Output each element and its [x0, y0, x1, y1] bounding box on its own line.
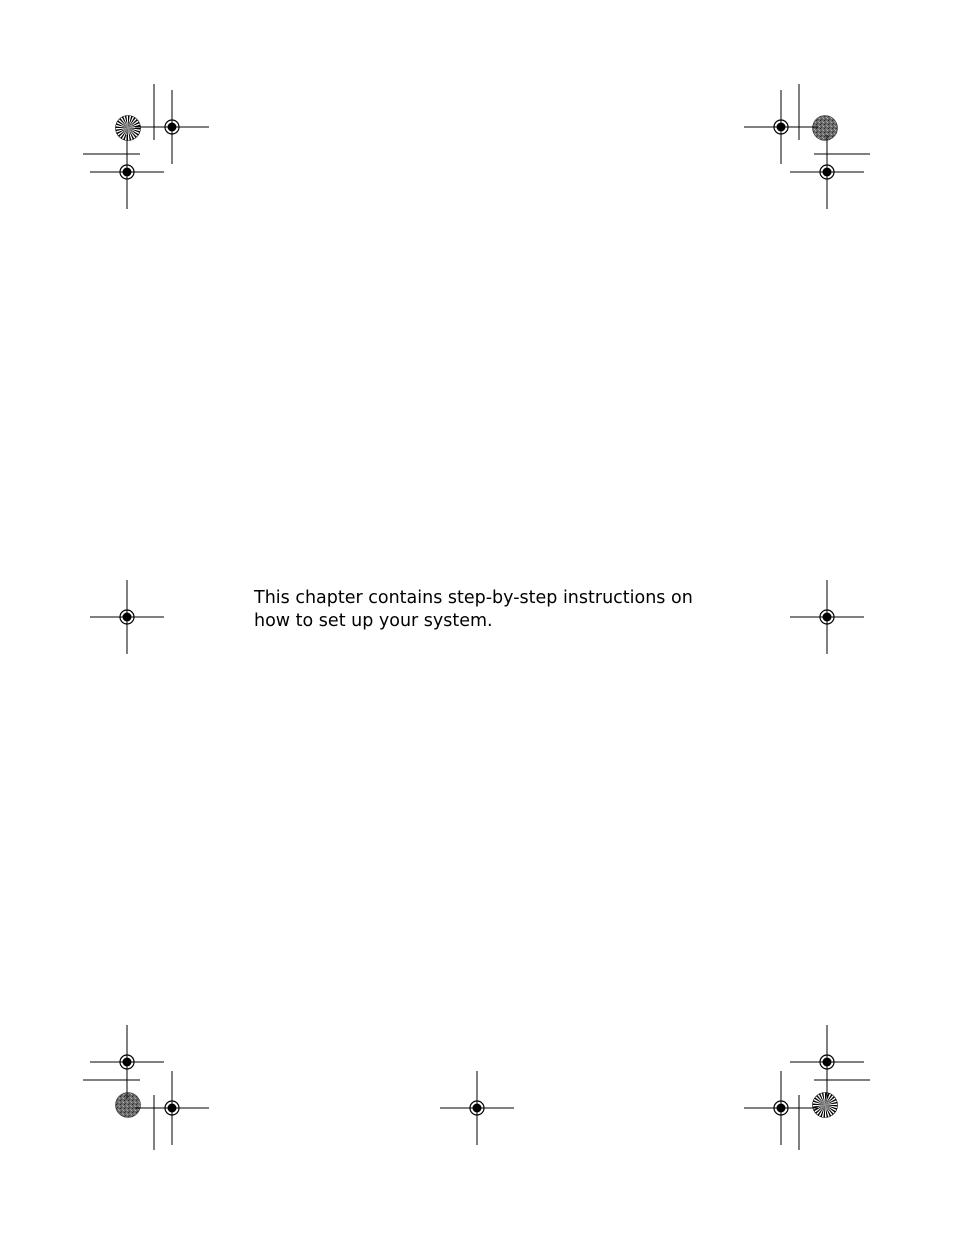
registration-mark-middle-left-icon [90, 580, 164, 654]
registration-mark-top-right-v-icon [790, 135, 864, 209]
chapter-intro-text [254, 587, 714, 633]
registration-mark-bottom-center-icon [440, 1071, 514, 1145]
registration-mark-top-right-h-icon [744, 90, 818, 164]
registration-mark-top-left-v-icon [90, 135, 164, 209]
registration-mark-bottom-right-h-icon [744, 1071, 818, 1145]
intro-line-2: how to set up your system. [254, 611, 493, 631]
tone-circle-bottom-left-icon [116, 1093, 141, 1118]
registration-mark-bottom-right-v-icon [790, 1025, 864, 1099]
starburst-top-left-icon [116, 116, 141, 141]
registration-mark-bottom-left-h-icon [135, 1071, 209, 1145]
intro-line-1: This chapter contains step-by-step instructions on [254, 588, 693, 608]
registration-mark-middle-right-icon [790, 580, 864, 654]
starburst-bottom-right-icon [813, 1093, 838, 1118]
registration-mark-bottom-left-v-icon [90, 1025, 164, 1099]
tone-circle-top-right-icon [813, 116, 838, 141]
registration-mark-top-left-h-icon [135, 90, 209, 164]
